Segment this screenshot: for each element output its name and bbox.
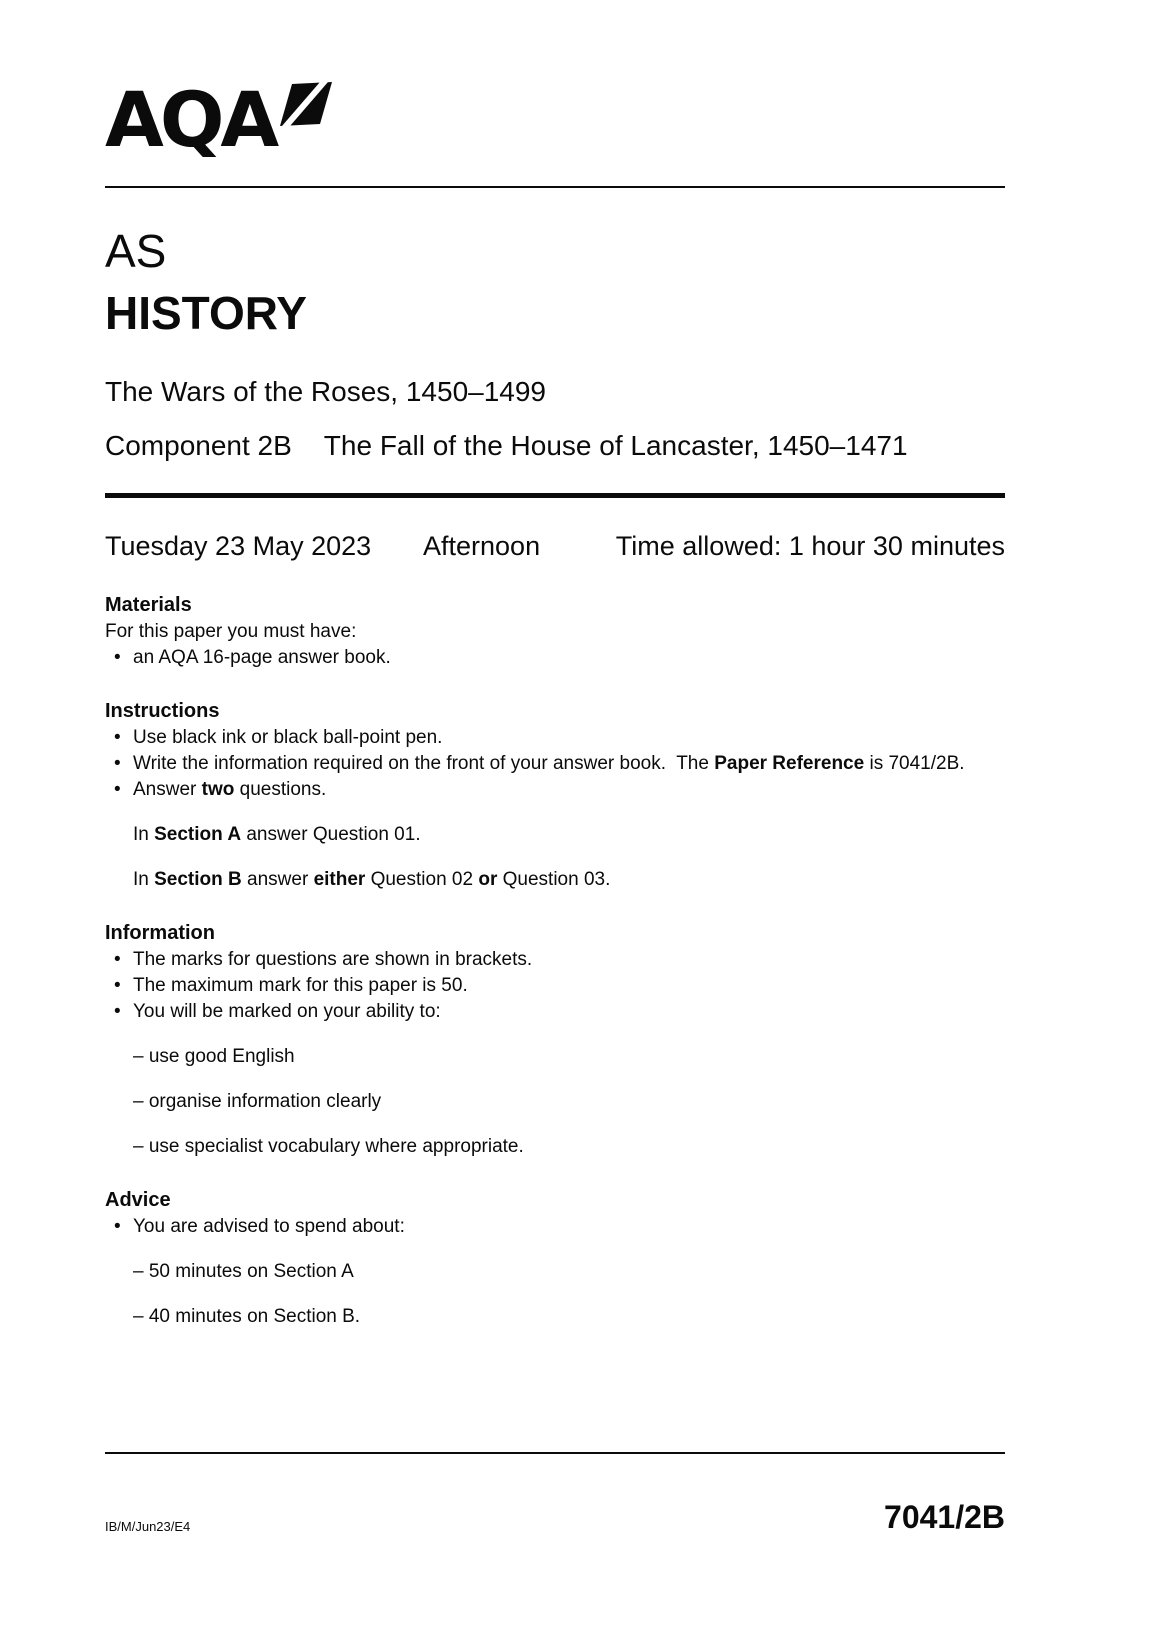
materials-intro: For this paper you must have: bbox=[105, 620, 357, 642]
bullet-text bbox=[133, 751, 965, 777]
front-matter bbox=[105, 592, 1005, 1330]
paper-heading bbox=[105, 220, 1005, 344]
component-title: The Fall of the House of Lancaster, 1450–1471 bbox=[323, 429, 908, 461]
list-item bbox=[105, 777, 1005, 803]
text-segment: In bbox=[133, 823, 155, 845]
text-segment: The maximum mark for this paper is 50. bbox=[133, 974, 468, 996]
advice-heading: Advice bbox=[105, 1188, 171, 1211]
sub-line bbox=[105, 1259, 1005, 1285]
footer-reference-code: IB/M/Jun23/E4 bbox=[105, 1519, 191, 1534]
list-item bbox=[105, 751, 1005, 777]
text-segment: – organise information clearly bbox=[133, 1090, 382, 1112]
qualification-level: AS bbox=[105, 225, 167, 277]
component-label: Component 2B bbox=[105, 429, 292, 461]
text-segment-bold: or bbox=[478, 868, 498, 890]
text-segment: – 50 minutes on Section A bbox=[133, 1260, 354, 1282]
page-content bbox=[105, 0, 1005, 1349]
information-section bbox=[105, 920, 1005, 1160]
bullet-icon bbox=[105, 973, 133, 999]
sub-line bbox=[105, 1134, 1005, 1160]
sub-line bbox=[105, 822, 1005, 848]
text-segment: You will be marked on your ability to: bbox=[133, 1000, 441, 1022]
subject-title: HISTORY bbox=[105, 287, 307, 339]
title-divider bbox=[105, 493, 1005, 498]
component-line bbox=[105, 429, 1005, 463]
text-segment: In bbox=[133, 868, 155, 890]
advice-section bbox=[105, 1187, 1005, 1330]
list-item bbox=[105, 947, 1005, 973]
sub-line bbox=[105, 1304, 1005, 1330]
information-heading: Information bbox=[105, 921, 215, 944]
text-segment-bold: either bbox=[313, 868, 366, 890]
paper-option-title: The Wars of the Roses, 1450–1499 bbox=[105, 375, 546, 407]
sub-line bbox=[105, 1044, 1005, 1070]
list-item bbox=[105, 973, 1005, 999]
sub-line bbox=[105, 1089, 1005, 1115]
text-segment: Question 03. bbox=[497, 868, 611, 890]
bullet-icon bbox=[105, 725, 133, 751]
text-segment: Question 02 bbox=[365, 868, 479, 890]
text-segment: You are advised to spend about: bbox=[133, 1215, 405, 1237]
materials-section bbox=[105, 592, 1005, 671]
text-segment: Use black ink or black ball-point pen. bbox=[133, 726, 443, 748]
sub-line bbox=[105, 867, 1005, 893]
aqa-logo-text: AQA bbox=[105, 75, 276, 164]
bullet-text bbox=[133, 645, 391, 671]
bullet-icon bbox=[105, 999, 133, 1025]
exam-date: Tuesday 23 May 2023 bbox=[105, 530, 372, 561]
bullet-text bbox=[133, 777, 326, 803]
text-segment: Answer bbox=[133, 778, 202, 800]
bullet-icon bbox=[105, 751, 133, 777]
instructions-heading: Instructions bbox=[105, 699, 220, 722]
bullet-text bbox=[133, 947, 532, 973]
list-item bbox=[105, 725, 1005, 751]
text-segment: is 7041/2B. bbox=[864, 752, 965, 774]
bullet-text bbox=[133, 725, 442, 751]
header-divider bbox=[105, 186, 1005, 188]
bullet-icon bbox=[105, 645, 133, 671]
time-allowed: Time allowed: 1 hour 30 minutes bbox=[615, 530, 1005, 561]
text-segment: – 40 minutes on Section B. bbox=[133, 1305, 361, 1327]
bullet-text bbox=[133, 1214, 405, 1240]
text-segment: – use good English bbox=[133, 1045, 295, 1067]
text-segment-bold: Section B bbox=[154, 868, 242, 890]
text-segment: answer bbox=[241, 868, 314, 890]
text-segment: questions. bbox=[234, 778, 327, 800]
list-item bbox=[105, 645, 1005, 671]
list-item bbox=[105, 999, 1005, 1025]
footer-divider bbox=[105, 1452, 1005, 1454]
bullet-icon bbox=[105, 1214, 133, 1240]
text-segment: – use specialist vocabulary where appropriate. bbox=[133, 1135, 524, 1157]
materials-heading: Materials bbox=[105, 593, 192, 616]
text-segment: answer Question 01. bbox=[241, 823, 421, 845]
text-segment-bold: Paper Reference bbox=[714, 752, 865, 774]
bullet-text bbox=[133, 999, 441, 1025]
text-segment: an AQA 16-page answer book. bbox=[133, 646, 391, 668]
exam-session: Afternoon bbox=[423, 530, 541, 561]
footer-row bbox=[105, 1500, 1005, 1534]
bullet-text bbox=[133, 973, 468, 999]
text-segment: Write the information required on the front of your answer book. The bbox=[133, 752, 715, 774]
aqa-logo-flash-icon bbox=[280, 82, 332, 126]
paper-code: 7041/2B bbox=[884, 1499, 1005, 1535]
bullet-icon bbox=[105, 947, 133, 973]
text-segment: The marks for questions are shown in brackets. bbox=[133, 948, 533, 970]
page-footer bbox=[105, 1452, 1005, 1534]
session-line bbox=[105, 530, 1005, 562]
text-segment-bold: two bbox=[201, 778, 235, 800]
bullet-icon bbox=[105, 777, 133, 803]
list-item bbox=[105, 1214, 1005, 1240]
text-segment-bold: Section A bbox=[154, 823, 242, 845]
aqa-logo bbox=[105, 75, 1005, 164]
instructions-section bbox=[105, 698, 1005, 893]
